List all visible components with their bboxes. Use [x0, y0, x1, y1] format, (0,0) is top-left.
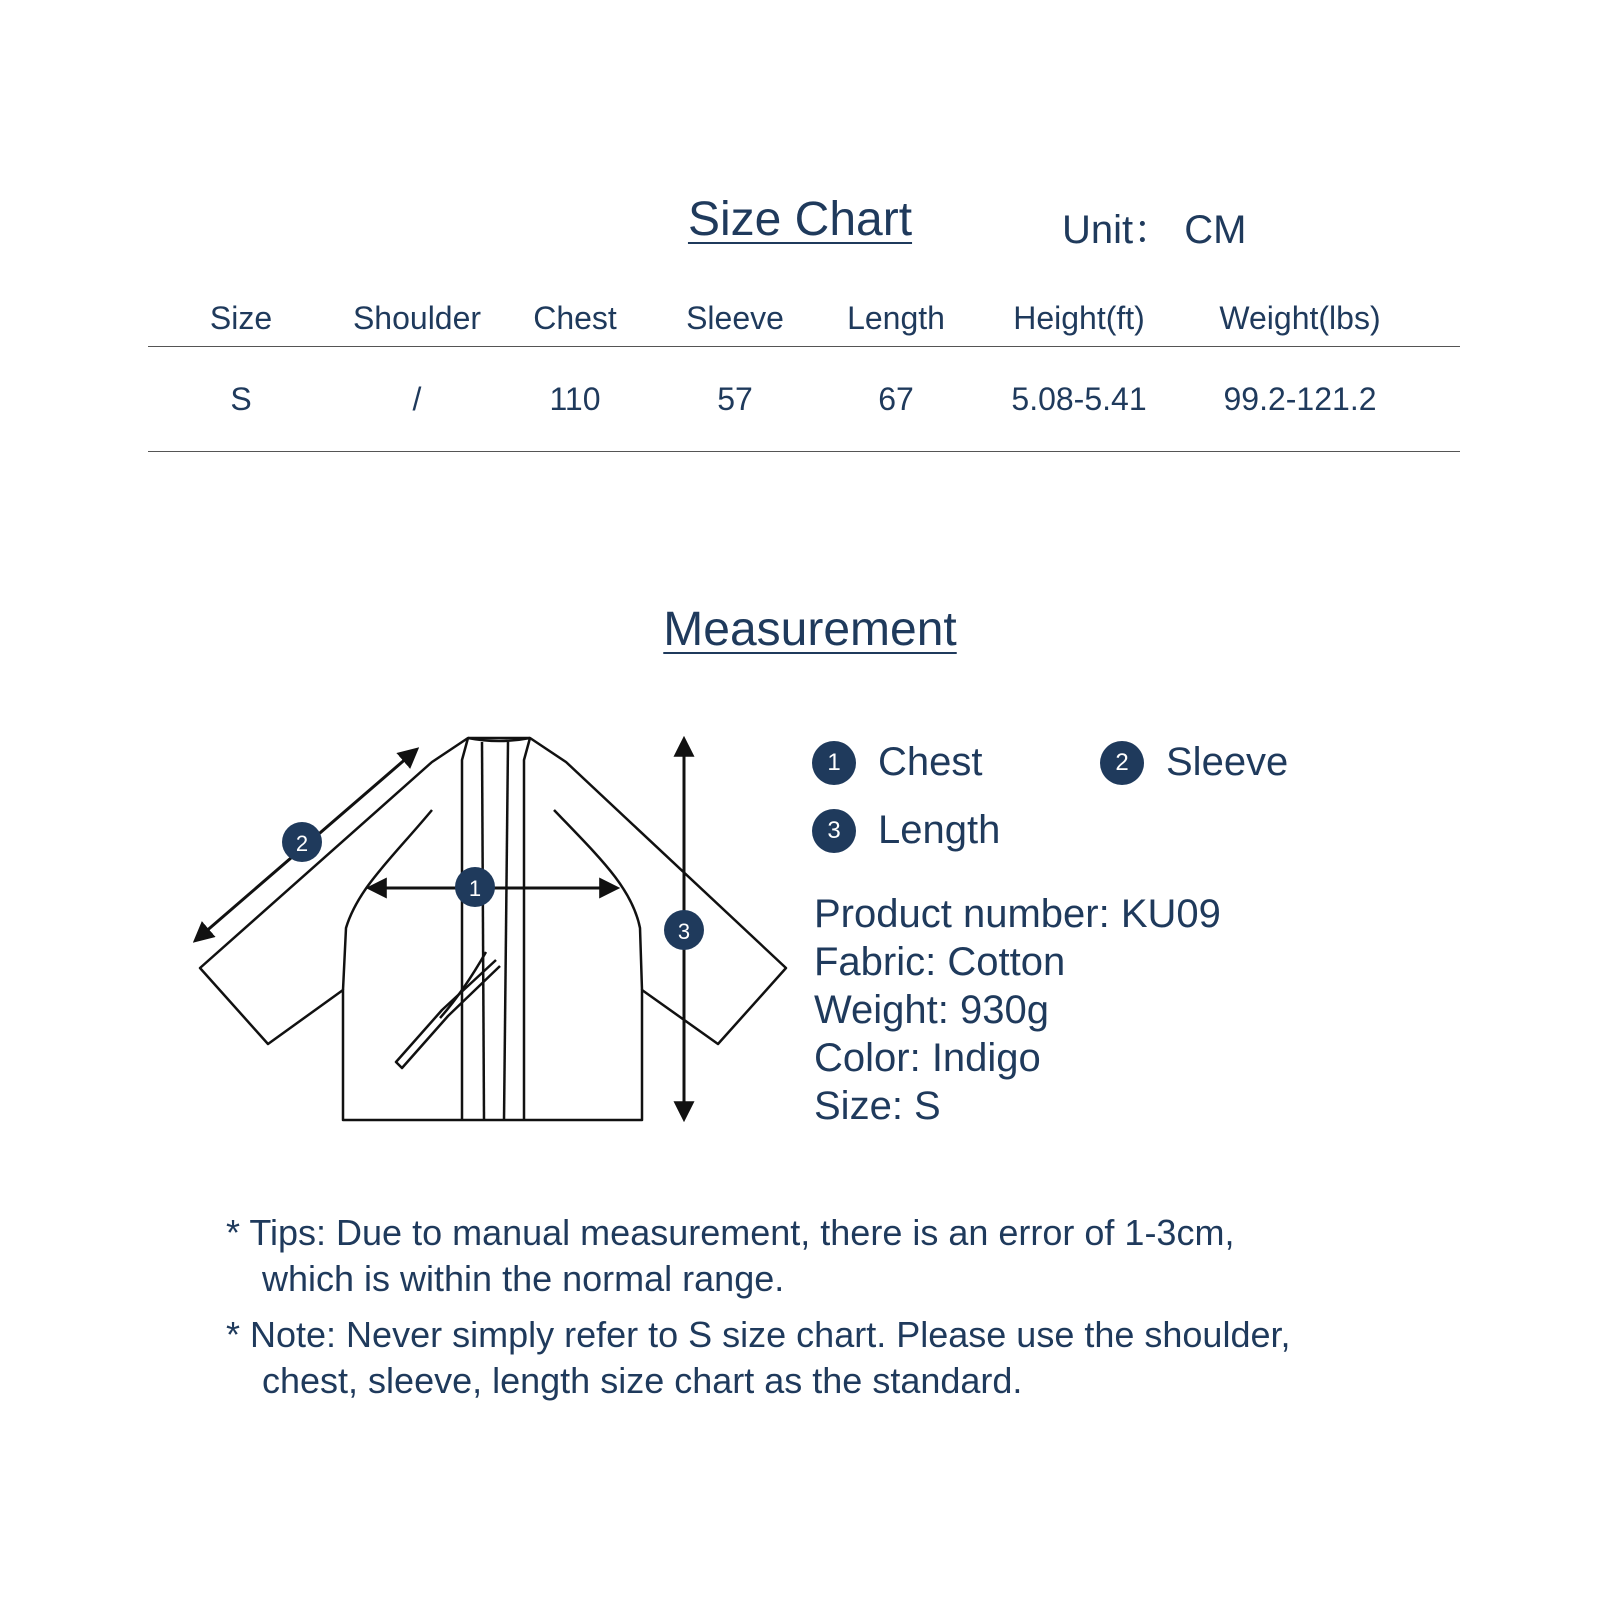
cell-chest: 110: [500, 347, 650, 452]
header-spacer: [1414, 290, 1460, 347]
product-fabric: Fabric: Cotton: [814, 940, 1066, 984]
product-number: Product number: KU09: [814, 892, 1221, 936]
diagram-badge-chest: [455, 867, 495, 907]
legend-sleeve: [1100, 740, 1288, 785]
svg-text:1: 1: [468, 876, 482, 901]
kimono-measurement-diagram: [180, 720, 800, 1140]
product-size: Size: S: [814, 1084, 941, 1128]
product-info: [814, 890, 1221, 1130]
standard-note-line2: chest, sleeve, length size chart as the standard.: [262, 1360, 1023, 1401]
measurement-title: Measurement: [663, 603, 957, 656]
tips-note-line1: * Tips: Due to manual measurement, there is an error of 1-3cm,: [226, 1212, 1235, 1253]
legend-badge-3: 3: [812, 809, 856, 853]
legend-badge-2: 2: [1100, 741, 1144, 785]
table-header-row: [148, 290, 1460, 347]
diagram-badge-length: [664, 910, 704, 950]
svg-text:2: 2: [295, 831, 309, 856]
table-row: [148, 347, 1460, 452]
cell-length: 67: [820, 347, 972, 452]
measure-arrows: [196, 740, 684, 1118]
diagram-badge-sleeve: [282, 822, 322, 862]
legend-chest: [812, 740, 983, 785]
header-size: Size: [148, 290, 334, 347]
header-shoulder: Shoulder: [334, 290, 500, 347]
legend-badge-1: 1: [812, 741, 856, 785]
cell-size: S: [148, 347, 334, 452]
cell-shoulder: /: [334, 347, 500, 452]
legend-label-sleeve: Sleeve: [1166, 740, 1289, 784]
header-chest: Chest: [500, 290, 650, 347]
standard-note-line1: * Note: Never simply refer to S size chart. Please use the shoulder,: [226, 1314, 1291, 1355]
header-height: Height(ft): [972, 290, 1186, 347]
legend-length: [812, 808, 1000, 853]
svg-text:3: 3: [677, 919, 691, 944]
size-table: [148, 290, 1460, 452]
standard-note: [226, 1312, 1291, 1404]
product-weight: Weight: 930g: [814, 988, 1049, 1032]
cell-sleeve: 57: [650, 347, 820, 452]
legend-label-chest: Chest: [878, 740, 983, 784]
product-color: Color: Indigo: [814, 1036, 1041, 1080]
cell-weight: 99.2-121.2: [1186, 347, 1414, 452]
tips-note-line2: which is within the normal range.: [262, 1258, 785, 1299]
unit-label: Unit： CM: [1062, 208, 1247, 252]
legend-label-length: Length: [878, 808, 1001, 852]
cell-height: 5.08-5.41: [972, 347, 1186, 452]
header-weight: Weight(lbs): [1186, 290, 1414, 347]
tips-note: [226, 1210, 1234, 1302]
header-sleeve: Sleeve: [650, 290, 820, 347]
header-length: Length: [820, 290, 972, 347]
cell-spacer: [1414, 347, 1460, 452]
size-chart-title: Size Chart: [687, 193, 913, 246]
